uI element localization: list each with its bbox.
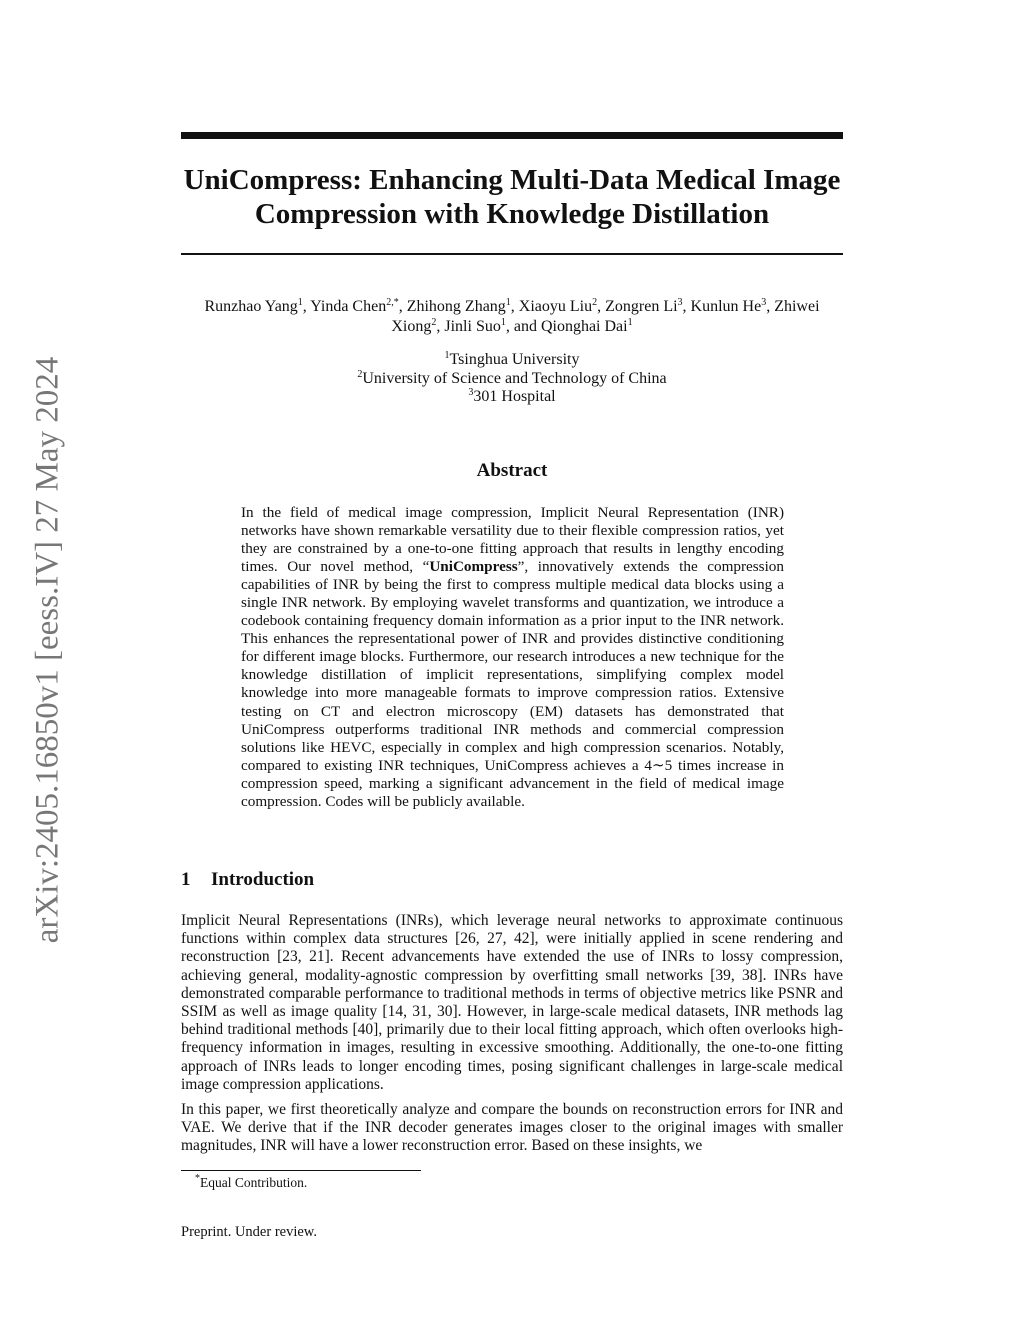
author-separator: , [398,298,407,315]
affiliation-mark: 3 [468,387,474,398]
author-affiliation-mark: 1 [505,297,511,308]
footnote-text: Equal Contribution. [200,1175,308,1190]
introduction-body [181,912,843,1163]
title-line-1: UniCompress: Enhancing Multi-Data Medical Image [183,164,841,196]
author-affiliation-mark: 1 [500,317,506,328]
author-separator: , [766,298,775,315]
author-list [181,297,843,337]
abstract-body [241,504,784,811]
author-name: Zhihong Zhang [406,298,506,315]
abstract-text-part1: In the field of medical image compression, Implicit Neural Representation (INR) networks have shown remarkable versatility due to their flexible compression ratios, yet they are constrained by a one-to-one fitting approach that results in lengthy encoding times. Our novel method, “ [241,504,784,576]
method-name: UniCompress [429,558,518,576]
page-footer: Preprint. Under review. [181,1224,317,1240]
affiliation-mark: 2 [357,368,363,380]
author-separator: , [510,298,519,315]
intro-paragraph-2: In this paper, we first theoretically analyze and compare the bounds on reconstruction errors for INR and VAE. We derive that if the INR decoder generates images closer to the original images with smaller magnitudes, INR will have a lower reconstruction error. Based on these insights, we [181,1101,843,1155]
title-top-rule [181,132,843,139]
affiliation [181,388,843,407]
author-affiliation-mark: 3 [677,297,683,308]
section-heading [181,869,843,891]
author-affiliation-mark: 2 [592,297,598,308]
affiliation-name: 301 Hospital [473,388,556,405]
author-separator: , [436,318,445,335]
author-separator: , [597,298,606,315]
author-affiliation-mark: 2 [431,317,437,328]
footnote [195,1175,307,1191]
author-name: Yinda Chen [310,298,387,315]
affiliation-name: University of Science and Technology of China [362,369,667,387]
title-line-2: Compression with Knowledge Distillation [254,198,770,230]
author-name: Jinli Suo [444,318,501,335]
author-name: Zongren Li [605,298,678,315]
author-affiliation-mark: 2,* [386,297,399,308]
author-name: Runzhao Yang [204,298,298,315]
author-name: Qionghai Dai [540,318,628,335]
author-name: Xiaoyu Liu [518,298,593,315]
arxiv-side-stamp: arXiv:2405.16850v1 [eess.IV] 27 May 2024 [29,356,66,944]
author-affiliation-mark: 1 [297,297,303,308]
author-affiliation-mark: 3 [761,297,767,308]
footnote-mark: * [195,1173,200,1184]
author-affiliation-mark: 1 [627,317,633,328]
abstract-heading: Abstract [476,460,548,481]
author-separator: , and [505,318,541,335]
footnote-rule [181,1170,421,1171]
paper-title [181,163,843,231]
affiliation [181,351,843,370]
title-bottom-rule [181,253,843,255]
author-separator: , [302,298,311,315]
author-name: Zhiwei Xiong [391,298,820,335]
author-separator: , [682,298,691,315]
affiliation-list [181,351,843,407]
section-title: Introduction [211,869,315,890]
intro-paragraph-1: Implicit Neural Representations (INRs), which leverage neural networks to approximate continuous functions within complex data structures [26, 27, 42], were initially applied in scene rendering and reconstruction [23, 21]. Recent advancements have extended the use of INRs to lossy compression, achieving general, modality-agnostic compression by overfitting small networks [39, 38]. INRs have demonstrated comparable performance to traditional methods in terms of objective metrics like PSNR and SSIM as well as image quality [14, 31, 30]. However, in large-scale medical datasets, INR methods lag behind traditional methods [40], primarily due to their local fitting approach, which often overlooks high-frequency information in images, resulting in excessive smoothing. Additionally, the one-to-one fitting approach of INRs leads to longer encoding times, posing significant challenges in large-scale medical image compression applications. [181,912,843,1093]
affiliation-mark: 1 [444,350,450,361]
affiliation-name: Tsinghua University [449,351,580,368]
affiliation [181,370,843,389]
author-name: Kunlun He [690,298,762,315]
section-number: 1 [181,869,191,890]
abstract-text-part2: ”, innovatively extends the compression capabilities of INR by being the first to compress multiple medical data blocks using a single INR network. By employing wavelet transforms and quantization, we introduce a codebook containing frequency domain information as a prior input to the INR network. This enhances the representational power of INR and provides distinctive conditioning for different image blocks. Furthermore, our research introduces a new technique for the knowledge distillation of implicit representations, simplifying complex model knowledge into more manageable formats to improve compression ratios. Extensive testing on CT and electron microscopy (EM) datasets has demonstrated that UniCompress outperforms traditional INR methods and commercial compression solutions like HEVC, especially in complex and high compression scenarios. Notably, compared to existing INR techniques, UniCompress achieves a 4∼5 times increase in compression speed, marking a significant advancement in the field of medical image compression. Codes will be publicly available. [241,558,784,810]
